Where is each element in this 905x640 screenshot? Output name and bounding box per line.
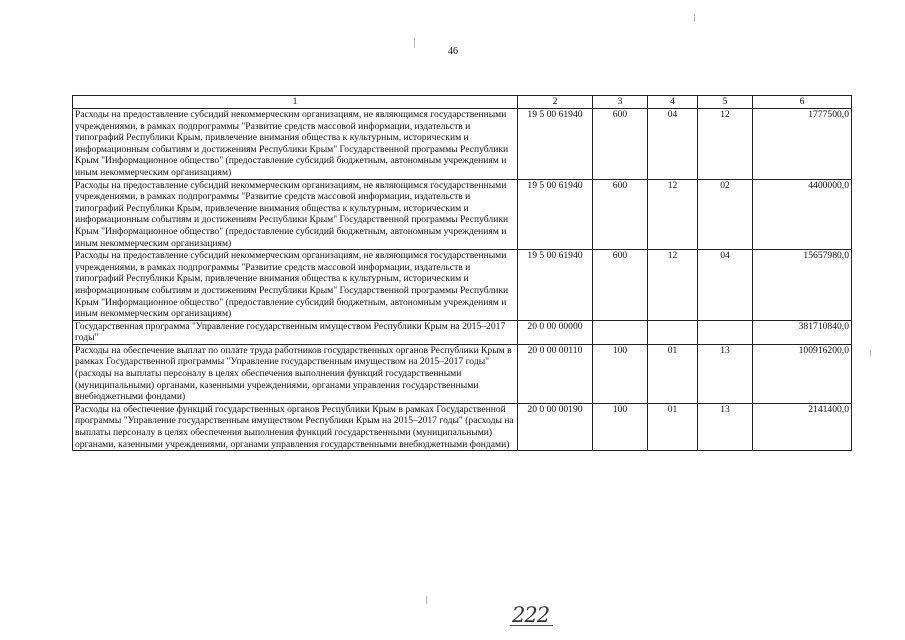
- row-expense-type: 100: [593, 344, 648, 403]
- column-header-code: 2: [518, 96, 593, 109]
- row-section: 04: [648, 109, 698, 180]
- row-section: 01: [648, 344, 698, 403]
- row-section: [648, 320, 698, 344]
- row-subsection: 04: [698, 250, 753, 321]
- scan-speck: [426, 596, 427, 604]
- row-amount: 1777500,0: [753, 109, 852, 180]
- scan-speck: [870, 350, 871, 356]
- column-header-rz: 4: [648, 96, 698, 109]
- row-expense-type: [593, 320, 648, 344]
- row-expense-type: 600: [593, 250, 648, 321]
- table-row: [73, 109, 852, 180]
- row-amount: 2141400,0: [753, 403, 852, 450]
- column-header-pr: 5: [698, 96, 753, 109]
- row-description: Расходы на обеспечение функций государственных органов Республики Крым в рамках Государственной программы "Управление государственным имуществом Республики Крым на 2015–2017 годы" (расходы на выплаты персоналу в целях обеспечения выполнения функций государственными (муниципальными) органами, казенными учреждениями, органами управления государственными внебюджетными фондами): [73, 403, 518, 450]
- page-number: 46: [448, 46, 458, 57]
- handwritten-page-mark: 222: [512, 603, 550, 627]
- row-expense-type: 600: [593, 109, 648, 180]
- row-amount: 15657980,0: [753, 250, 852, 321]
- row-description: Расходы на предоставление субсидий некоммерческим организациям, не являющимся государственными учреждениями, в рамках подпрограммы "Развитие средств массовой информации, издательств и типографий Республики Крым, привлечение внимания общества к культурным, историческим и информационным событиям и достижениям Республики Крым" Государственной программы Республики Крым "Информационное общество" (предоставление субсидий бюджетным, автономным учреждениям и иным некоммерческим организациям): [73, 109, 518, 180]
- row-subsection: 02: [698, 179, 753, 250]
- row-target-code: 20 0 00 00000: [518, 320, 593, 344]
- row-target-code: 20 0 00 00190: [518, 403, 593, 450]
- row-description: Государственная программа "Управление государственным имуществом Республики Крым на 2015–2017 годы": [73, 320, 518, 344]
- table-row: [73, 344, 852, 403]
- row-expense-type: 600: [593, 179, 648, 250]
- row-subsection: 13: [698, 344, 753, 403]
- row-section: 01: [648, 403, 698, 450]
- row-target-code: 20 0 00 00110: [518, 344, 593, 403]
- row-amount: 4400000,0: [753, 179, 852, 250]
- row-section: 12: [648, 250, 698, 321]
- row-description: Расходы на предоставление субсидий некоммерческим организациям, не являющимся государственными учреждениями, в рамках подпрограммы "Развитие средств массовой информации, издательств и типографий Республики Крым, привлечение внимания общества к культурным, историческим и информационным событиям и достижениям Республики Крым" Государственной программы Республики Крым "Информационное общество" (предоставление субсидий бюджетным, автономным учреждениям и иным некоммерческим организациям): [73, 250, 518, 321]
- column-header-sum: 6: [753, 96, 852, 109]
- row-target-code: 19 5 00 61940: [518, 250, 593, 321]
- scan-speck: [414, 38, 415, 48]
- row-subsection: 13: [698, 403, 753, 450]
- row-section: 12: [648, 179, 698, 250]
- column-header-vr: 3: [593, 96, 648, 109]
- row-amount: 381710840,0: [753, 320, 852, 344]
- column-header-description: 1: [73, 96, 518, 109]
- row-subsection: 12: [698, 109, 753, 180]
- scan-speck: [694, 14, 695, 22]
- row-target-code: 19 5 00 61940: [518, 109, 593, 180]
- row-target-code: 19 5 00 61940: [518, 179, 593, 250]
- budget-table: [72, 95, 852, 451]
- row-description: Расходы на предоставление субсидий некоммерческим организациям, не являющимся государственными учреждениями, в рамках подпрограммы "Развитие средств массовой информации, издательств и типографий Республики Крым, привлечение внимания общества к культурным, историческим и информационным событиям и достижениям Республики Крым" Государственной программы Республики Крым "Информационное общество" (предоставление субсидий бюджетным, автономным учреждениям и иным некоммерческим организациям): [73, 179, 518, 250]
- table-row: [73, 320, 852, 344]
- table-row: [73, 403, 852, 450]
- table-header-row: [73, 96, 852, 109]
- row-amount: 100916200,0: [753, 344, 852, 403]
- row-expense-type: 100: [593, 403, 648, 450]
- row-subsection: [698, 320, 753, 344]
- table-row: [73, 250, 852, 321]
- row-description: Расходы на обеспечение выплат по оплате труда работников государственных органов Республики Крым в рамках Государственной программы "Управление государственным имуществом на 2015–2017 годы" (расходы на выплаты персоналу в целях обеспечения выполнения функций государственными (муниципальными) органами, казенными учреждениями, органами управления государственными внебюджетными фондами): [73, 344, 518, 403]
- table-row: [73, 179, 852, 250]
